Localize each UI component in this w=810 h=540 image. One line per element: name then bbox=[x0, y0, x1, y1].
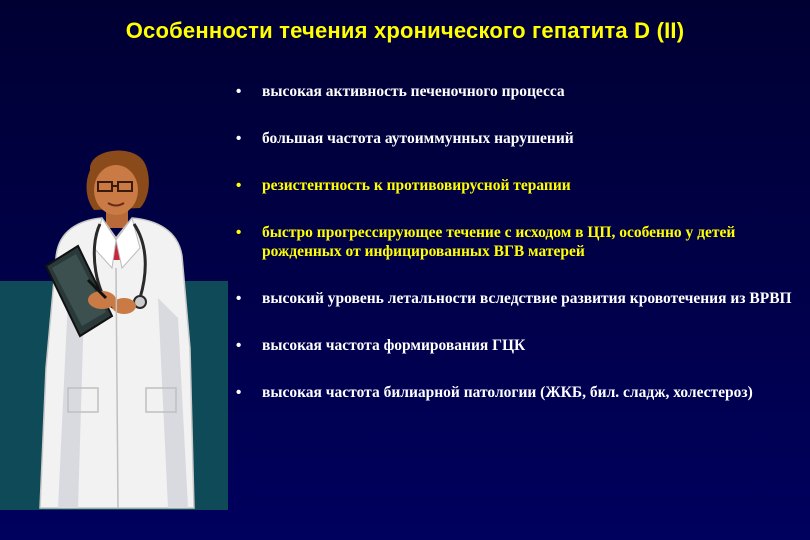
bullet-item bbox=[236, 336, 796, 355]
bullet-item bbox=[236, 82, 796, 101]
bullet-item bbox=[236, 289, 796, 308]
bullet-text: быстро прогрессирующее течение с исходом в ЦП, особенно у детей рожденных от инфицированных ВГВ матерей bbox=[262, 224, 736, 260]
bullet-text: высокая активность печеночного процесса bbox=[262, 83, 565, 100]
bullet-text: высокая частота билиарной патологии (ЖКБ, бил. сладж, холестероз) bbox=[262, 384, 753, 401]
bullet-text: большая частота аутоиммунных нарушений bbox=[262, 130, 574, 147]
bullet-dot: • bbox=[236, 83, 242, 100]
bullet-item bbox=[236, 129, 796, 148]
bullet-dot: • bbox=[236, 177, 242, 194]
bullet-list bbox=[236, 82, 796, 430]
slide-title: Особенности течения хронического гепатита D (II) bbox=[125, 18, 685, 43]
doctor-illustration bbox=[28, 148, 228, 518]
bullet-item bbox=[236, 383, 796, 402]
bullet-dot: • bbox=[236, 290, 242, 307]
bullet-text: высокий уровень летальности вследствие развития кровотечения из ВРВП bbox=[262, 290, 792, 307]
bullet-dot: • bbox=[236, 384, 242, 401]
bullet-item bbox=[236, 176, 796, 195]
bullet-item bbox=[236, 223, 796, 261]
bullet-dot: • bbox=[236, 224, 242, 241]
bullet-text: резистентность к противовирусной терапии bbox=[262, 177, 571, 194]
bullet-text: высокая частота формирования ГЦК bbox=[262, 337, 526, 354]
bullet-dot: • bbox=[236, 130, 242, 147]
bullet-dot: • bbox=[236, 337, 242, 354]
